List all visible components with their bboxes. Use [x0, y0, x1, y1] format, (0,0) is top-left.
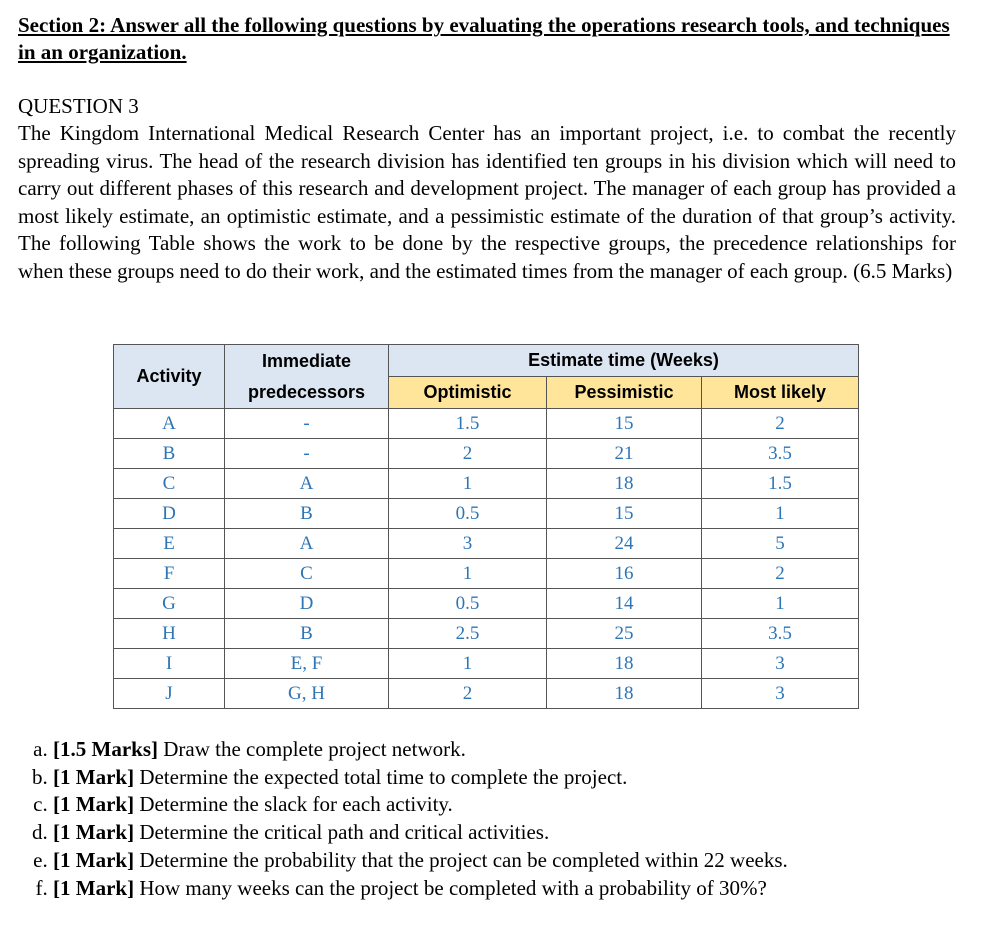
table-cell: 15	[547, 499, 702, 529]
table-row	[114, 409, 859, 439]
table-cell: G	[114, 589, 225, 619]
table-cell: 1	[389, 559, 547, 589]
sub-question	[53, 819, 788, 847]
section-title: Section 2: Answer all the following questions by evaluating the operations research tools, and techniques in an organization.	[18, 13, 950, 64]
table-cell: A	[225, 469, 389, 499]
table-cell: J	[114, 679, 225, 709]
table-cell: 1	[702, 499, 859, 529]
table-cell: 21	[547, 439, 702, 469]
table-row	[114, 529, 859, 559]
table-cell: 3.5	[702, 439, 859, 469]
table-cell: G, H	[225, 679, 389, 709]
table-cell: 14	[547, 589, 702, 619]
header-optimistic: Optimistic	[389, 377, 547, 409]
table-cell: 2.5	[389, 619, 547, 649]
table-cell: 1.5	[389, 409, 547, 439]
table-row	[114, 679, 859, 709]
table-cell: 15	[547, 409, 702, 439]
sub-questions	[18, 736, 788, 902]
table-row	[114, 649, 859, 679]
table-cell: 3	[702, 679, 859, 709]
table-cell: 2	[702, 559, 859, 589]
table-cell: 2	[702, 409, 859, 439]
table-cell: A	[225, 529, 389, 559]
table-cell: 5	[702, 529, 859, 559]
table-cell: 0.5	[389, 499, 547, 529]
table-row	[114, 589, 859, 619]
table-cell: E	[114, 529, 225, 559]
table-cell: 0.5	[389, 589, 547, 619]
question-text: The Kingdom International Medical Research Center has an important project, i.e. to combat the recently spreading virus. The head of the research division has identified ten groups in his division which will need to carry out different phases of this research and development project. The manager of each group has provided a most likely estimate, an optimistic estimate, and a pessimistic estimate of the duration of that group’s activity. The following Table shows the work to be done by the respective groups, the precedence relationships for when these groups need to do their work, and the estimated times from the manager of each group. (6.5 Marks)	[18, 121, 956, 283]
table-cell: 1	[389, 649, 547, 679]
table-cell: B	[225, 499, 389, 529]
activity-table	[113, 344, 859, 709]
table-cell: 1.5	[702, 469, 859, 499]
sub-question	[53, 791, 788, 819]
sub-question-text: Draw the complete project network.	[157, 737, 466, 761]
sub-question-text: Determine the critical path and critical activities.	[134, 820, 550, 845]
table-cell: -	[225, 439, 389, 469]
table-row	[114, 559, 859, 589]
marks-label: [1 Mark]	[53, 764, 135, 789]
table-row	[114, 469, 859, 499]
sub-question	[53, 847, 788, 875]
table-cell: D	[225, 589, 389, 619]
header-most-likely: Most likely	[702, 377, 859, 409]
marks-label: [1.5 Marks]	[53, 737, 158, 761]
table-cell: 3	[389, 529, 547, 559]
table-cell: 24	[547, 529, 702, 559]
header-activity: Activity	[114, 345, 225, 409]
table-row	[114, 499, 859, 529]
table-cell: -	[225, 409, 389, 439]
marks-label: [1 Mark]	[53, 820, 135, 845]
table-cell: H	[114, 619, 225, 649]
table-cell: 16	[547, 559, 702, 589]
header-estimate: Estimate time (Weeks)	[389, 345, 859, 377]
sub-question-text: How many weeks can the project be completed with a probability of 30%?	[134, 875, 767, 900]
table-cell: 3.5	[702, 619, 859, 649]
table-cell: 18	[547, 649, 702, 679]
sub-question	[53, 736, 788, 764]
table-cell: I	[114, 649, 225, 679]
sub-question	[53, 764, 788, 792]
question-block	[18, 12, 956, 286]
table-cell: 1	[389, 469, 547, 499]
table-cell: F	[114, 559, 225, 589]
table-cell: B	[225, 619, 389, 649]
table-cell: A	[114, 409, 225, 439]
table-cell: 18	[547, 469, 702, 499]
table-cell: C	[225, 559, 389, 589]
table-cell: 18	[547, 679, 702, 709]
marks-label: [1 Mark]	[53, 875, 135, 900]
table-cell: D	[114, 499, 225, 529]
sub-question-text: Determine the expected total time to complete the project.	[134, 764, 628, 789]
table-cell: 1	[702, 589, 859, 619]
table-cell: 2	[389, 439, 547, 469]
marks-label: [1 Mark]	[53, 792, 135, 817]
table-cell: C	[114, 469, 225, 499]
table-cell: 2	[389, 679, 547, 709]
sub-question-text: Determine the slack for each activity.	[134, 792, 453, 817]
table-cell: 25	[547, 619, 702, 649]
marks-label: [1 Mark]	[53, 847, 135, 872]
table-cell: B	[114, 439, 225, 469]
table-row	[114, 619, 859, 649]
sub-question-text: Determine the probability that the project can be completed within 22 weeks.	[134, 847, 788, 872]
sub-question	[53, 875, 788, 903]
header-pessimistic: Pessimistic	[547, 377, 702, 409]
table-row	[114, 439, 859, 469]
table-cell: E, F	[225, 649, 389, 679]
header-predecessors: Immediate predecessors	[225, 345, 389, 409]
table-cell: 3	[702, 649, 859, 679]
question-title: QUESTION 3	[18, 94, 139, 118]
